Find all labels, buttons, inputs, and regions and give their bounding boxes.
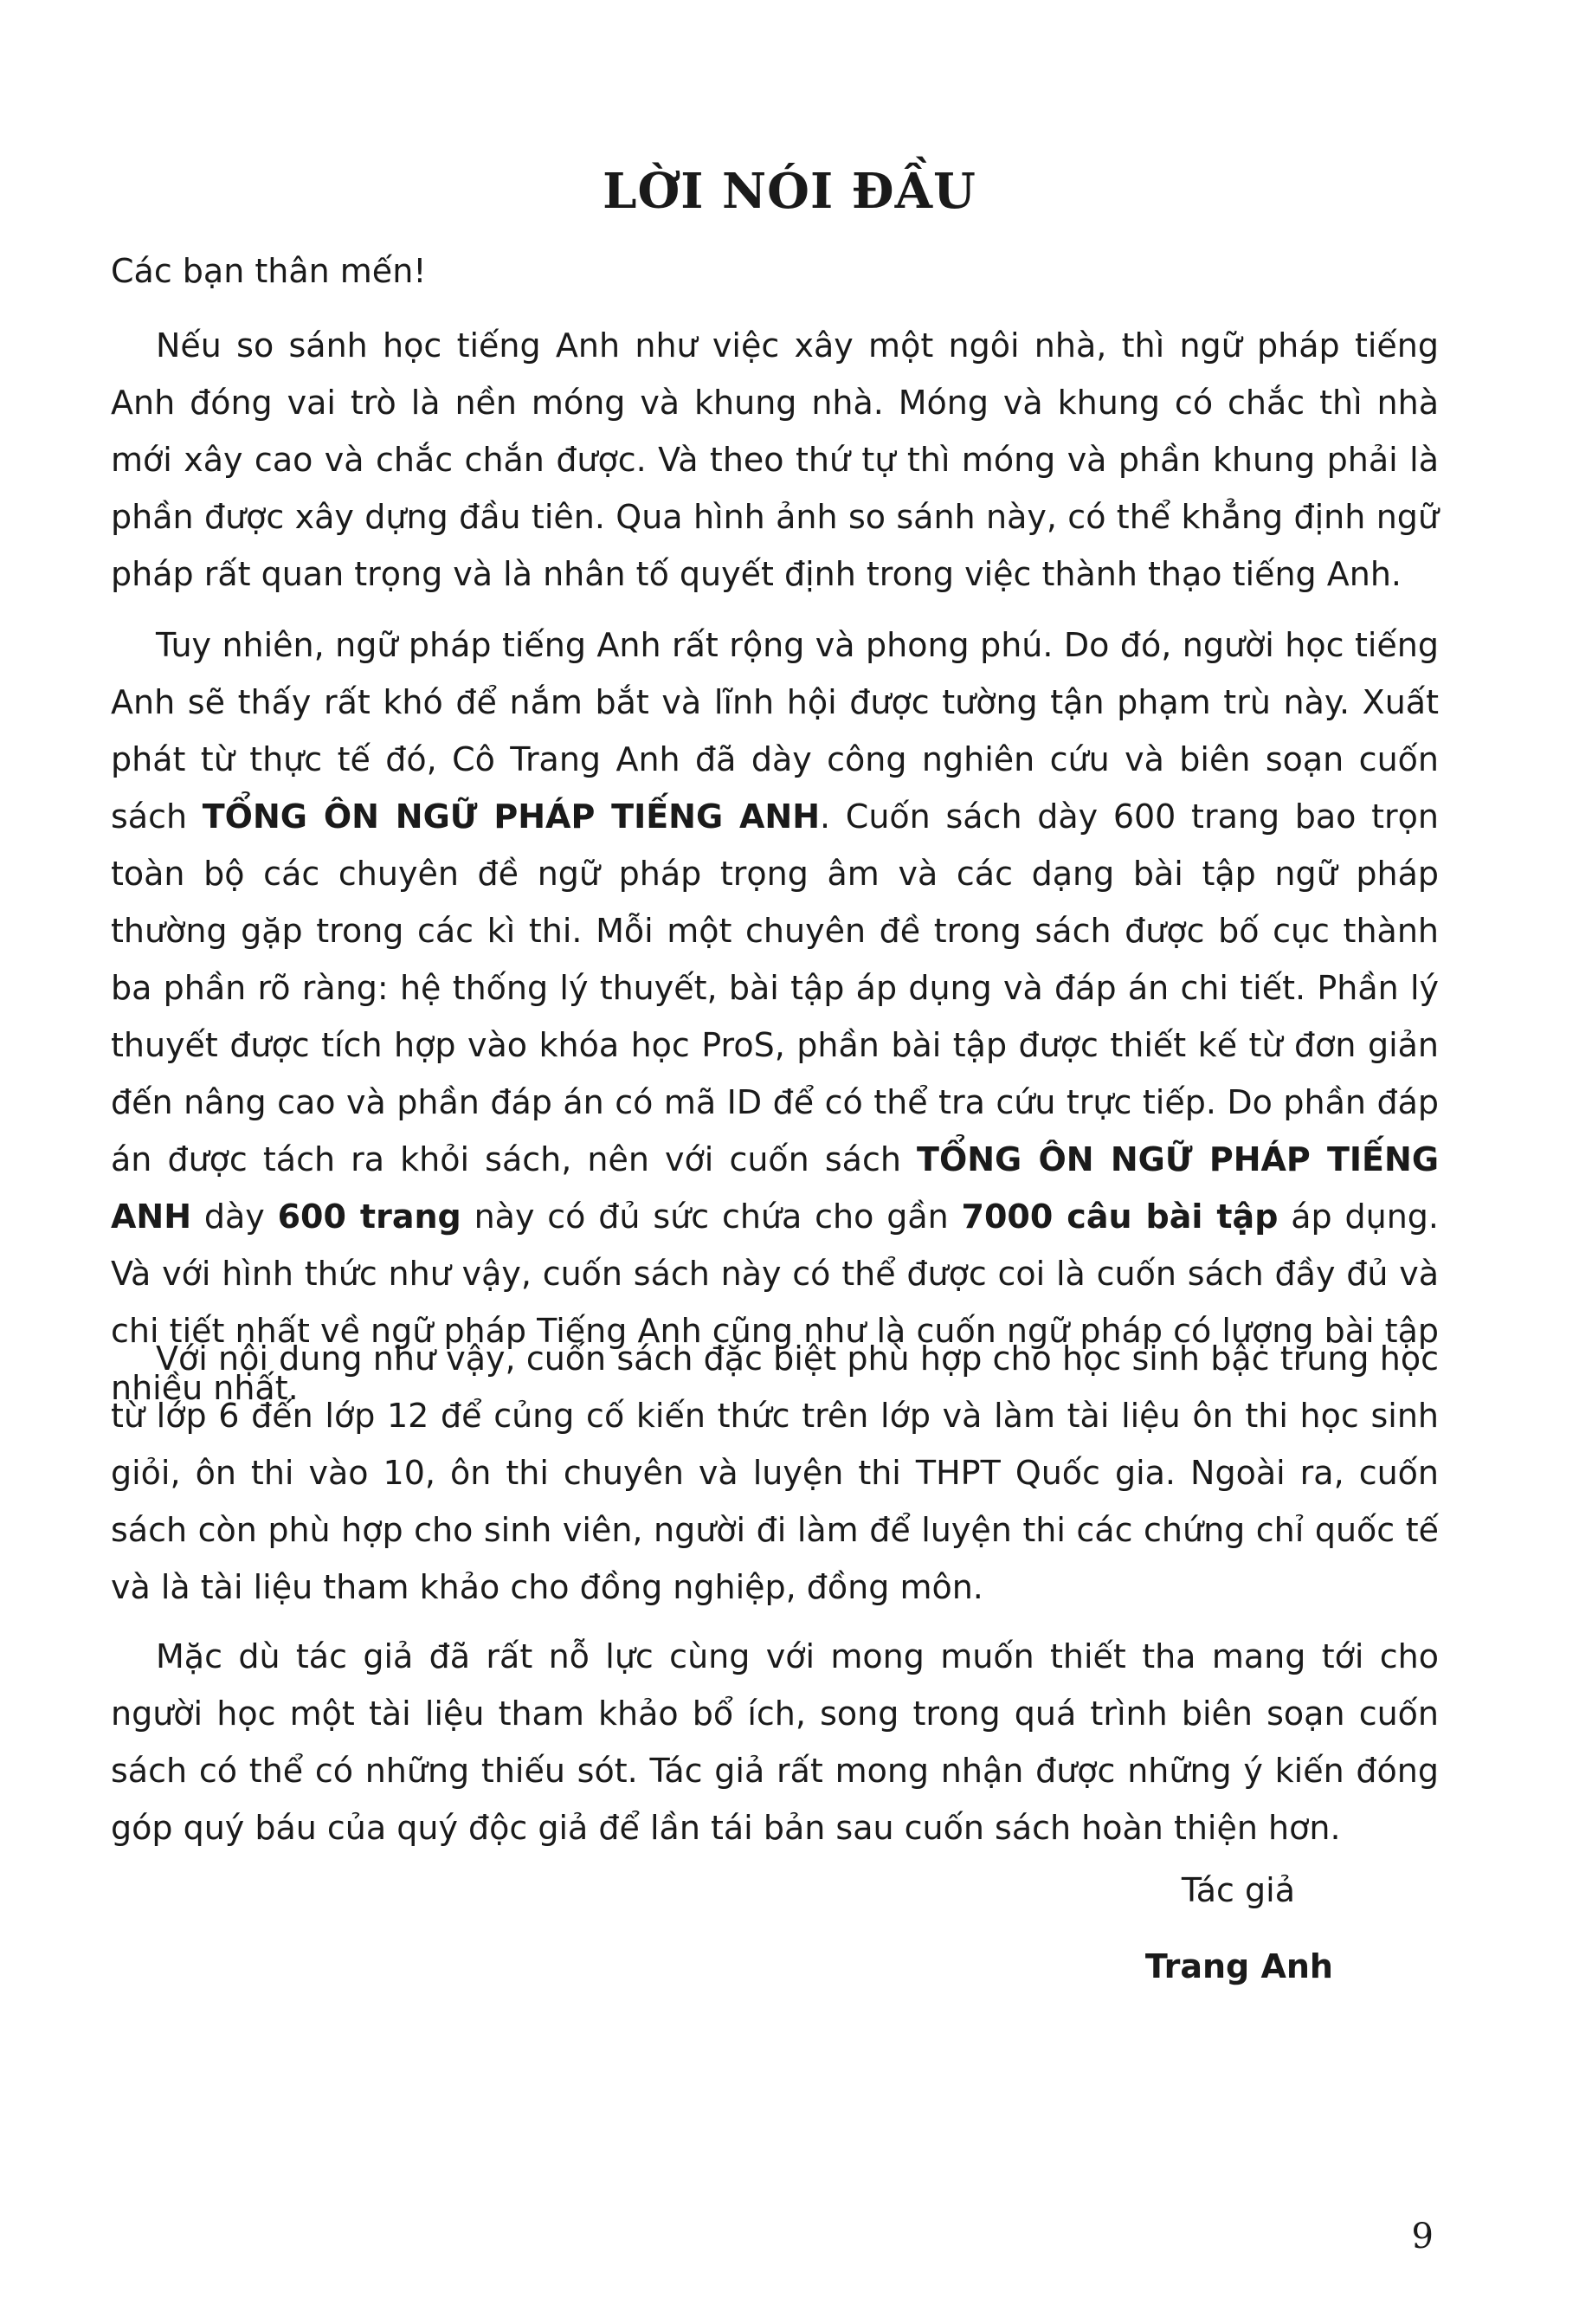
exercise-count-bold: 7000 câu bài tập bbox=[961, 1198, 1279, 1236]
paragraph-text: . Cuốn sách dày 600 trang bao trọn toàn bộ các chuyên đề ngữ pháp trọng âm và các dạng bài tập ngữ pháp thường gặp trong các kì thi. Mỗi một chuyên đề trong sách được bố cục thành ba phần rõ ràng: hệ thống lý thuyết, bài tập áp dụng và đáp án chi tiết. Phần lý thuyết được tích hợp vào khóa học ProS, phần bài tập được thiết kế từ đơn giản đến nâng cao và phần đáp án có mã ID để có thể tra cứu trực tiếp. Do phần đáp án được tách ra khỏi sách, nên với cuốn sách bbox=[111, 797, 1439, 1178]
paragraph-text: dày bbox=[191, 1198, 278, 1236]
book-title-bold: TỔNG ÔN NGỮ PHÁP TIẾNG ANH bbox=[202, 797, 821, 836]
paragraph-text: áp dụng. Và với hình thức như vậy, cuốn sách này có thể được coi là cuốn sách đầy đủ và chi tiết nhất về ngữ pháp Tiếng Anh cũng như là cuốn ngữ pháp có lượng bài tập nhiều nhất. bbox=[111, 1198, 1439, 1407]
book-title-bold: TỔNG ÔN NGỮ PHÁP TIẾNG ANH bbox=[111, 1140, 1440, 1236]
paragraph-book-description bbox=[111, 617, 1439, 1417]
greeting: Các bạn thân mến! bbox=[111, 252, 427, 290]
paragraph-text: Tuy nhiên, ngữ pháp tiếng Anh rất rộng và phong phú. Do đó, người học tiếng Anh sẽ thấy rất khó để nắm bắt và lĩnh hội được tường tận phạm trù này. Xuất phát từ thực tế đó, Cô Trang Anh đã dày công nghiên cứu và biên soạn cuốn sách bbox=[111, 626, 1439, 836]
paragraph-closing: Mặc dù tác giả đã rất nỗ lực cùng với mong muốn thiết tha mang tới cho người học một tài liệu tham khảo bổ ích, song trong quá trình biên soạn cuốn sách có thể có những thiếu sót. Tác giả rất mong nhận được những ý kiến đóng góp quý báu của quý độc giả để lần tái bản sau cuốn sách hoàn thiện hơn. bbox=[111, 1637, 1439, 1847]
signature-name: Trang Anh bbox=[1144, 1947, 1333, 1985]
paragraph-intro: Nếu so sánh học tiếng Anh như việc xây một ngôi nhà, thì ngữ pháp tiếng Anh đóng vai trò là nền móng và khung nhà. Móng và khung có chắc thì nhà mới xây cao và chắc chắn được. Và theo thứ tự thì móng và phần khung phải là phần được xây dựng đầu tiên. Qua hình ảnh so sánh này, có thể khẳng định ngữ pháp rất quan trọng và là nhân tố quyết định trong việc thành thạo tiếng Anh. bbox=[111, 326, 1439, 593]
page-number: 9 bbox=[1411, 2217, 1434, 2256]
page-title: LỜI NÓI ĐẦU bbox=[603, 163, 976, 220]
signature-label: Tác giả bbox=[1181, 1871, 1295, 1909]
paragraph-text: này có đủ sức chứa cho gần bbox=[461, 1198, 962, 1236]
paragraph-audience: Với nội dung như vậy, cuốn sách đặc biệt phù hợp cho học sinh bậc trung học từ lớp 6 đến lớp 12 để củng cố kiến thức trên lớp và làm tài liệu ôn thi học sinh giỏi, ôn thi vào 10, ôn thi chuyên và luyện thi THPT Quốc gia. Ngoài ra, cuốn sách còn phù hợp cho sinh viên, người đi làm để luyện thi các chứng chỉ quốc tế và là tài liệu tham khảo cho đồng nghiệp, đồng môn. bbox=[111, 1340, 1439, 1606]
page-count-bold: 600 trang bbox=[277, 1198, 461, 1236]
